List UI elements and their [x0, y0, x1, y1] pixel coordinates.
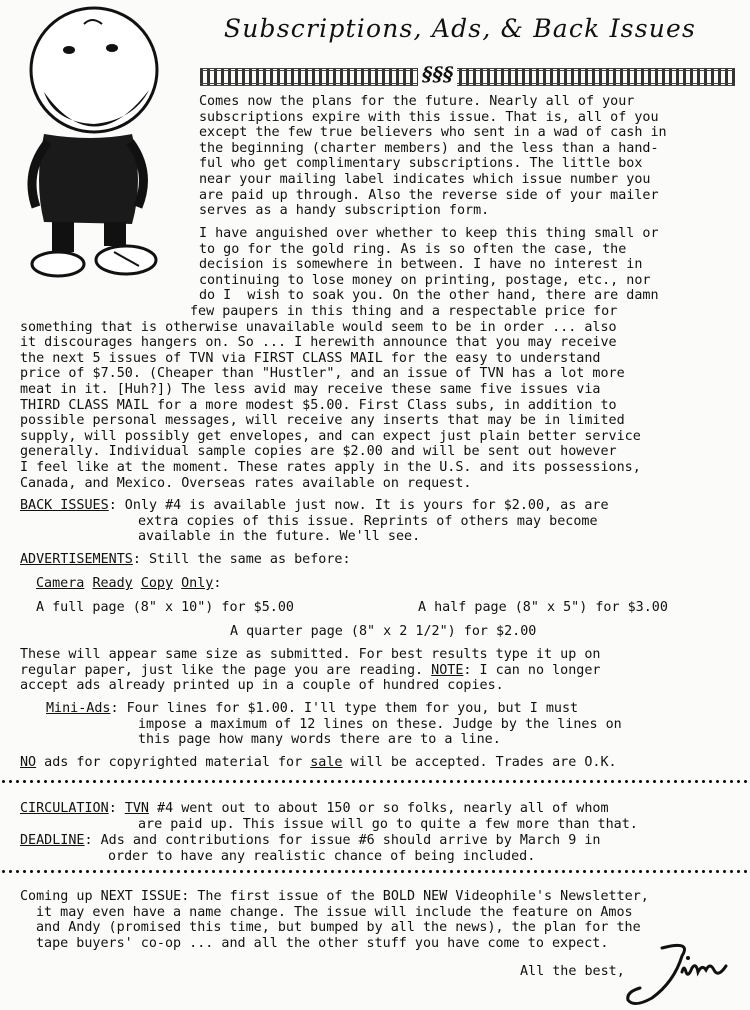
- camera-ready-word: Only: [181, 576, 214, 591]
- circulation-first-line: CIRCULATION: TVN #4 went out to about 150 or so folks, nearly all of whom: [20, 801, 609, 816]
- page-title: Subscriptions, Ads, & Back Issues: [223, 14, 697, 43]
- rates-line: something that is otherwise unavailable would seem to be in order ... also: [20, 319, 617, 335]
- intro-line: serves as a handy subscription form.: [199, 203, 490, 219]
- ad-size-line: [20, 663, 600, 679]
- intro-line: except the few true believers who sent in a wad of cash in: [199, 125, 667, 141]
- rates-line: to go for the gold ring. As is so often the case, the: [199, 241, 627, 257]
- ads-label: ADVERTISEMENTS: [20, 552, 133, 567]
- rates-line: it discourages hangers on. So ... I herewith announce that you may receive: [20, 335, 617, 351]
- rates-line: the next 5 issues of TVN via FIRST CLASS MAIL for the easy to understand: [20, 350, 601, 366]
- rates-line: Canada, and Mexico. Overseas rates available on request.: [20, 475, 472, 491]
- title-ornament-band: [200, 68, 735, 86]
- next-issue-line: and Andy (promised this time, but bumped by all the news), the plan for the: [36, 920, 641, 936]
- cartoon-character-illustration: [14, 2, 184, 287]
- circulation-label: CIRCULATION: [20, 801, 109, 816]
- handwritten-signature: [622, 942, 732, 1008]
- circulation-text: #4 went out to about 150 or so folks, nearly all of whom: [149, 801, 609, 816]
- intro-line: Comes now the plans for the future. Nearly all of your: [199, 94, 635, 109]
- ad-size-text: : I can no longer: [463, 662, 601, 678]
- rates-line: I have anguished over whether to keep this thing small or: [199, 226, 659, 241]
- no-copyright-line: [20, 755, 617, 771]
- rates-line: THIRD CLASS MAIL for a more modest $5.00. First Class subs, in addition to: [20, 397, 617, 413]
- asterisk-divider: [0, 779, 750, 784]
- circulation-line: are paid up. This issue will go to quite a few more than that.: [138, 816, 638, 832]
- title-ornament-mark: §§§: [418, 62, 457, 86]
- next-issue-line: it may even have a name change. The issue will include the feature on Amos: [36, 904, 633, 920]
- mini-ads-line: this page how many words there are to a line.: [138, 732, 501, 748]
- closing: All the best,: [520, 964, 625, 979]
- ad-size-text: regular paper, just like the page you are reading.: [20, 662, 432, 678]
- back-issues-line: extra copies of this issue. Reprints of others may become: [138, 513, 598, 529]
- back-issues-label: BACK ISSUES: [20, 498, 109, 513]
- deadline-line: order to have any realistic chance of being included.: [108, 848, 536, 864]
- rates-line: supply, will possibly get envelopes, and can expect just plain better service: [20, 428, 641, 444]
- intro-line: subscriptions expire with this issue. That is, all of you: [199, 109, 659, 125]
- half-page-rate: A half page (8" x 5") for $3.00: [418, 600, 668, 615]
- mini-ads-label: Mini-Ads: [46, 701, 111, 716]
- rates-line: continuing to lose money on printing, postage, etc., nor: [199, 272, 651, 288]
- rates-line: meat in it. [Huh?]) The less avid may receive these same five issues via: [20, 382, 601, 397]
- asterisk-divider: [0, 869, 750, 874]
- rates-line: generally. Individual sample copies are $2.00 and will be sent out however: [20, 444, 617, 460]
- rates-line: I feel like at the moment. These rates apply in the U.S. and its possessions,: [20, 460, 641, 475]
- ad-size-line: These will appear same size as submitted. For best results type it up on: [20, 647, 601, 662]
- camera-ready-word: Copy: [140, 576, 174, 591]
- rates-line: decision is somewhere in between. I have no interest in: [199, 257, 643, 273]
- intro-line: near your mailing label indicates which issue number you: [199, 172, 651, 187]
- deadline-first-line: [20, 833, 600, 849]
- ads-intro: : Still the same as before:: [132, 552, 351, 567]
- sale-label: sale: [310, 755, 343, 770]
- deadline-text: : Ads and contributions for issue #6 should arrive by March 9 in: [84, 833, 601, 848]
- back-issues-text: : Only #4 is available just now. It is yours for $2.00, as are: [108, 498, 609, 513]
- rates-line: possible personal messages, will receive any inserts that may be in limited: [20, 413, 625, 429]
- rates-line: few paupers in this thing and a respectable price for: [190, 304, 618, 319]
- no-copyright-text-end: will be accepted. Trades are O.K.: [342, 755, 617, 770]
- intro-line: ful who get complimentary subscriptions. The little box: [199, 156, 643, 172]
- circulation-tvn: TVN: [124, 801, 149, 816]
- back-issues-line: available in the future. We'll see.: [138, 529, 421, 545]
- deadline-label: DEADLINE: [20, 833, 85, 848]
- mini-ads-first-line: [46, 701, 578, 717]
- mini-ads-text: : Four lines for $1.00. I'll type them for you, but I must: [110, 701, 579, 716]
- no-label: NO: [20, 755, 37, 770]
- back-issues-first-line: [20, 498, 609, 514]
- intro-line: are paid up through. Also the reverse side of your mailer: [199, 187, 659, 203]
- next-issue-line: tape buyers' co-op ... and all the other stuff you have come to expect.: [36, 935, 609, 951]
- note-label: NOTE: [431, 662, 464, 678]
- rates-line: price of $7.50. (Cheaper than "Hustler", and an issue of TVN has a lot more: [20, 366, 625, 382]
- ads-intro-line: [20, 552, 351, 568]
- mini-ads-line: impose a maximum of 12 lines on these. Judge by the lines on: [138, 716, 622, 732]
- quarter-page-rate: A quarter page (8" x 2 1/2") for $2.00: [230, 624, 537, 639]
- full-page-rate: A full page (8" x 10") for $5.00: [36, 600, 294, 615]
- next-issue-line: Coming up NEXT ISSUE: The first issue of the BOLD NEW Videophile's Newsletter,: [20, 889, 649, 904]
- camera-ready-line: Camera Ready Copy Only:: [36, 576, 222, 591]
- intro-line: the beginning (charter members) and the less than a hand-: [199, 140, 659, 156]
- camera-ready-word: Ready: [92, 576, 133, 591]
- ad-size-line: accept ads already printed up in a couple of hundred copies.: [20, 678, 504, 694]
- camera-ready-word: Camera: [36, 576, 85, 591]
- rates-line: do I wish to soak you. On the other hand, there are damn: [199, 288, 659, 304]
- no-copyright-text: ads for copyrighted material for: [36, 755, 311, 770]
